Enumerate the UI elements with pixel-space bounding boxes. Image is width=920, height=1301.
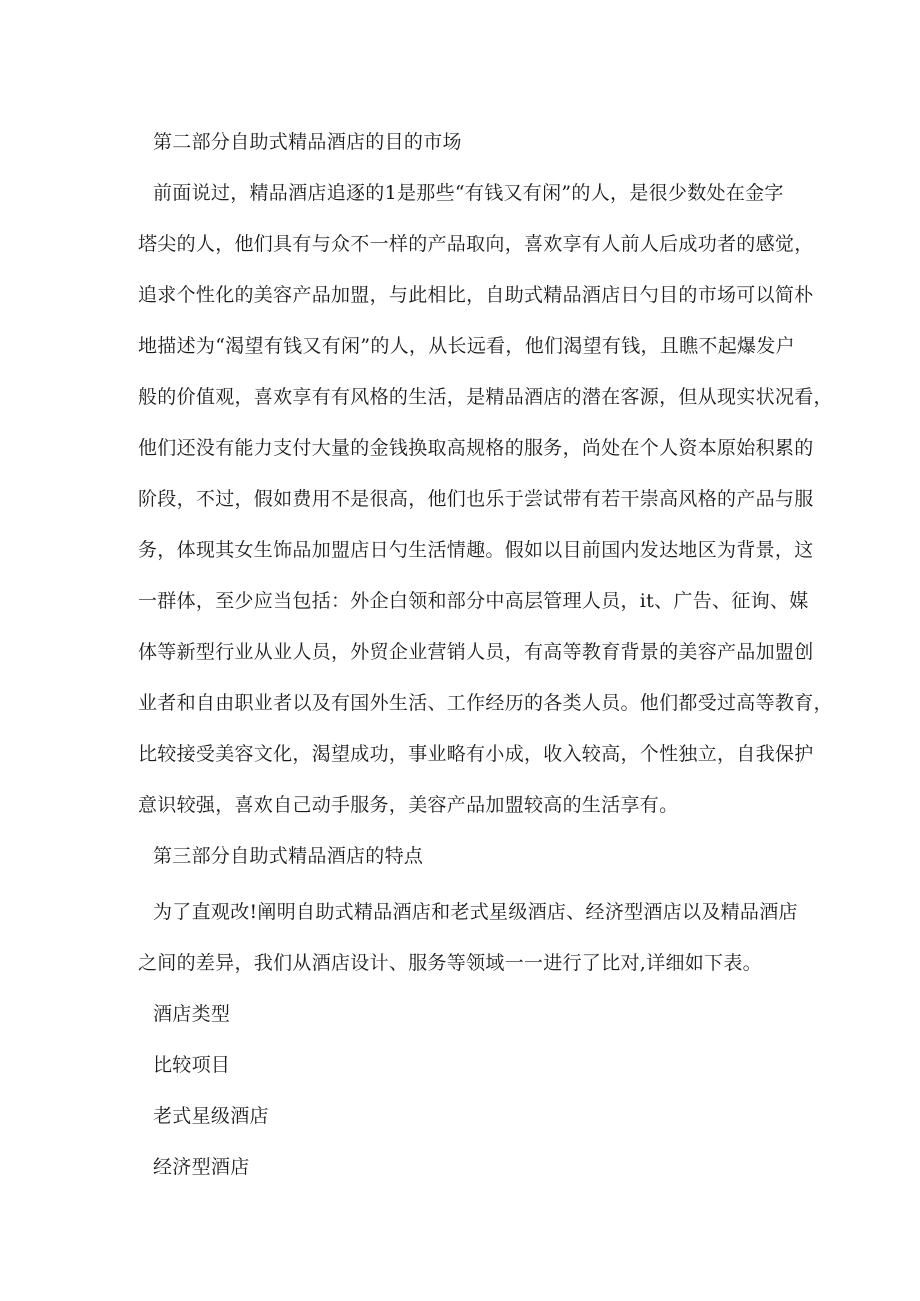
table-cell: 老式星级酒店 xyxy=(153,1105,269,1127)
section2-para-line: 他们还没有能力支付大量的金钱换取高规格的服务，尚处在个人资本原始积累的 xyxy=(138,437,814,459)
section2-para-line: 地描述为“渴望有钱又有闲”的人，从长远看，他们渴望有钱，且瞧不起爆发户 xyxy=(138,335,795,357)
section3-para-line: 为了直观改!阐明自助式精品酒店和老式星级酒店、经济型酒店以及精品酒店 xyxy=(153,901,798,923)
section2-para-line: 业者和自由职业者以及有国外生活、工作经历的各类人员。他们都受过高等教育， xyxy=(138,692,833,714)
section2-para-line: 务，体现其女生饰品加盟店日勺生活情趣。假如以目前国内发达地区为背景，这 xyxy=(138,539,814,561)
section3-heading: 第三部分自助式精品酒店的特点 xyxy=(153,845,424,867)
section2-para-line: 意识较强，喜欢自己动手服务，美容产品加盟较高的生活享有。 xyxy=(138,794,679,816)
section3-para-line: 之间的差异，我们从酒店设计、服务等领域一一进行了比对,详细如下表。 xyxy=(138,952,762,974)
table-cell: 比较项目 xyxy=(153,1054,231,1076)
section2-para-line: 比较接受美容文化，渴望成功，事业略有小成，收入较高，个性独立，自我保护 xyxy=(138,743,814,765)
section2-para-line: 塔尖的人，他们具有与众不一样的产品取向，喜欢享有人前人后成功者的感觉， xyxy=(138,233,814,255)
table-cell: 经济型酒店 xyxy=(153,1156,250,1178)
table-cell: 酒店类型 xyxy=(153,1003,231,1025)
section2-para-line: 阶段，不过，假如费用不是很高，他们也乐于尝试带有若干崇高风格的产品与服 xyxy=(138,488,814,510)
section2-para-line: 一群体，至少应当包括：外企白领和部分中高层管理人员，it、广告、征询、媒 xyxy=(138,590,809,612)
section2-para-line: 追求个性化的美容产品加盟，与此相比，自助式精品酒店日勺目的市场可以简朴 xyxy=(138,284,814,306)
section2-para-line: 般的价值观，喜欢享有有风格的生活，是精品酒店的潜在客源，但从现实状况看， xyxy=(138,386,833,408)
section2-heading: 第二部分自助式精品酒店的目的市场 xyxy=(153,131,462,153)
section2-para-line: 体等新型行业从业人员，外贸企业营销人员，有高等教育背景的美容产品加盟创 xyxy=(138,641,814,663)
section2-para-line: 前面说过，精品酒店追逐的1是那些“有钱又有闲”的人，是很少数处在金字 xyxy=(153,182,784,204)
